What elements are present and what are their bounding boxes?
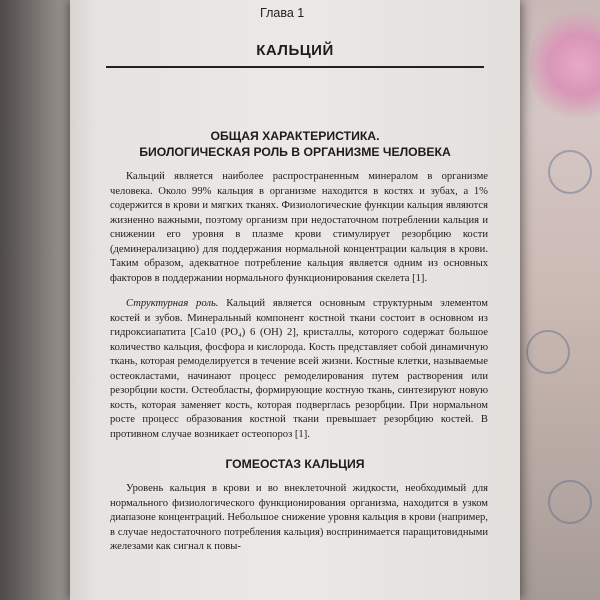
chapter-rule bbox=[106, 66, 484, 68]
paragraph-body: Кальций является основным структурным элементом костей и зубов. Минеральный компонент костной ткани состоит в основном из гидроксиапатита [Ca10 (PO₄) 6 (OH) 2], кристаллы, которого содержат большое количество кальция, фосфора и кислорода. Кость представляет собой динамичную ткань, которая ремоделируется в течение всей жизни. Костные клетки, называемые остеокластами, начинают процесс ремоделирования путем растворения или резорбции кости. Остеобласты, формирующие костную ткань, синтезируют новую кость, которая заменяет кость, которая подверглась резорбции. При нормальном росте процесс образования костной ткани превышает резорбцию костей. В противном случае возникает остеопороз [1]. bbox=[110, 298, 488, 440]
running-head: Глава 1 bbox=[260, 6, 305, 20]
paragraph-text bbox=[110, 297, 488, 442]
pattern-circle bbox=[548, 480, 592, 524]
section-title-line: ОБЩАЯ ХАРАКТЕРИСТИКА. bbox=[210, 129, 380, 143]
section-title-line: БИОЛОГИЧЕСКАЯ РОЛЬ В ОРГАНИЗМЕ ЧЕЛОВЕКА bbox=[139, 145, 451, 159]
flower-decoration bbox=[530, 10, 600, 120]
book-page bbox=[70, 0, 520, 600]
chapter-title: КАЛЬЦИЙ bbox=[256, 42, 334, 59]
pattern-circle bbox=[548, 150, 592, 194]
paragraph-lead: Структурная роль. bbox=[126, 298, 219, 309]
pattern-circle bbox=[526, 330, 570, 374]
paragraph-text: Уровень кальция в крови и во внеклеточной жидкости, необходимый для нормального физиологического функционирования организма, находится в узком диапазоне концентраций. Небольшое снижение уровня кальция в крови (например, в случае недостаточного потребления кальция) воспринимается паращитовидными железами как сигнал к повы- bbox=[110, 483, 488, 553]
facing-page-edge bbox=[0, 0, 80, 600]
paragraph-intro bbox=[110, 170, 488, 286]
paragraph-homeostasis bbox=[110, 482, 488, 555]
section-title-homeostasis: ГОМЕОСТАЗ КАЛЬЦИЯ bbox=[225, 457, 365, 471]
paragraph-text: Кальций является наиболее распространенным минералом в организме человека. Около 99% кальция в организме находится в костях и зубах, а 1% содержится в крови и мягких тканях. Физиологические функции кальция являются жизненно важными, поэтому организм при недостаточном потреблении кальция и снижении его уровня в плазме крови стимулирует резорбцию кости (деминерализацию) для поддержания нормальной концентрации кальция в крови. Таким образом, адекватное потребление кальция является одним из основных факторов в поддержании нормального функционирования скелета [1]. bbox=[110, 171, 488, 284]
paragraph-structural-role bbox=[110, 297, 488, 442]
section-title-general bbox=[70, 128, 520, 160]
